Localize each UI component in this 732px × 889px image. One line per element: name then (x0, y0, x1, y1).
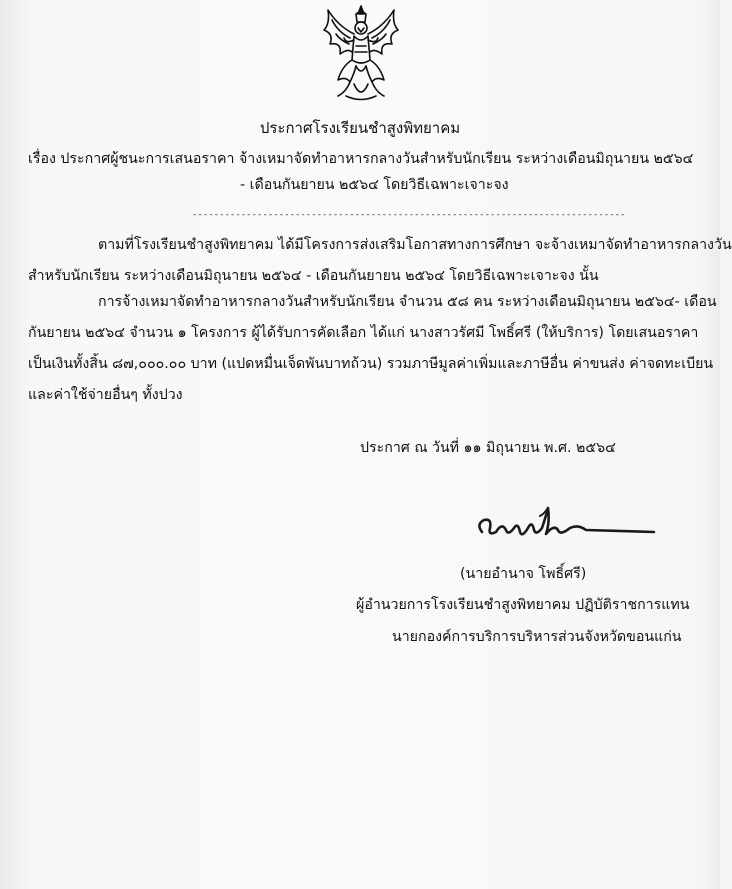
page-title: ประกาศโรงเรียนชำสูงพิทยาคม (259, 119, 461, 137)
signer-position-2: นายกองค์การบริการบริหารส่วนจังหวัดขอนแก่น (392, 629, 682, 645)
subject-line-1: เรื่อง ประกาศผู้ชนะการเสนอราคา จ้างเหมาจัดทำอาหารกลางวันสำหรับนักเรียน ระหว่างเดือนมิถุนายน ๒๕๖๔ (28, 151, 694, 167)
subject-block (28, 146, 698, 198)
paragraph-1-line-1: ตามที่โรงเรียนชำสูงพิทยาคม ได้มีโครงการส่งเสริมโอกาสทางการศึกษา จะจ้างเหมาจัดทำอาหารกลางวัน (98, 237, 732, 253)
paragraph-2-line-2: กันยายน ๒๕๖๔ จำนวน ๑ โครงการ ผู้ได้รับการคัดเลือก ได้แก่ นางสาวรัศมี โพธิ์ศรี (ให้บริการ) โดยเสนอราคา (28, 325, 699, 341)
paragraph-2-line-1: การจ้างเหมาจัดทำอาหารกลางวันสำหรับนักเรียน จำนวน ๕๘ คน ระหว่างเดือนมิถุนายน ๒๕๖๔- เดือน (98, 294, 717, 310)
announce-date: ประกาศ ณ วันที่ ๑๑ มิถุนายน พ.ศ. ๒๕๖๔ (360, 440, 616, 456)
signer-position-1: ผู้อำนวยการโรงเรียนชำสูงพิทยาคม ปฏิบัติราชการแทน (356, 597, 690, 613)
paragraph-2-line-4: และค่าใช้จ่ายอื่นๆ ทั้งปวง (28, 387, 183, 403)
paragraph-2-line-3: เป็นเงินทั้งสิ้น ๘๗,๐๐๐.๐๐ บาท (แปดหมื่นเจ็ดพันบาทถ้วน) รวมภาษีมูลค่าเพิ่มและภาษีอื่น ค่าขนส่ง ค่าจดทะเบียน (28, 356, 714, 372)
signature-image (474, 502, 664, 550)
paragraph-1-line-2: สำหรับนักเรียน ระหว่างเดือนมิถุนายน ๒๕๖๔ - เดือนกันยายน ๒๕๖๔ โดยวิธีเฉพาะเจาะจง นั้น (28, 268, 599, 284)
paragraph-2 (28, 287, 717, 411)
paragraph-1 (28, 230, 732, 292)
garuda-emblem-icon (316, 4, 406, 104)
divider: -------------------------------------------------------------------------------- (192, 210, 626, 220)
subject-line-2: - เดือนกันยายน ๒๕๖๔ โดยวิธีเฉพาะเจาะจง (240, 177, 509, 193)
signer-name: (นายอำนาจ โพธิ์ศรี) (460, 566, 587, 582)
